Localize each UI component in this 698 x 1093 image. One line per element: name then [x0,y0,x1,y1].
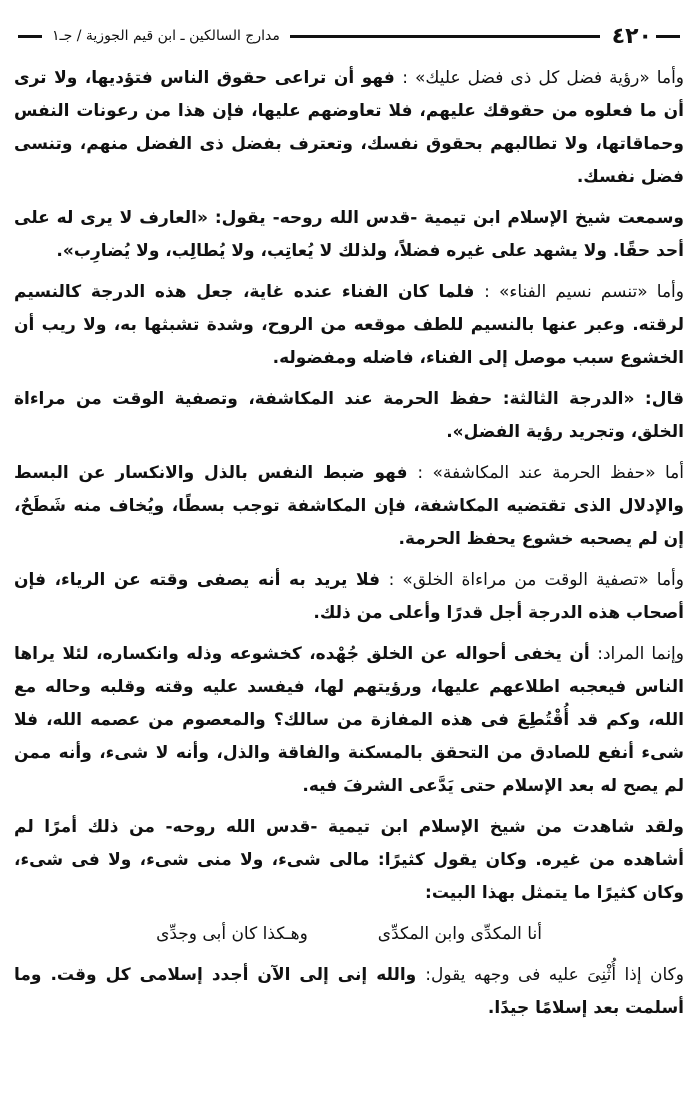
paragraph-text: ولقد شاهدت من شيخ الإسلام ابن تيمية -قدس الله روحه- من ذلك أمرًا لم أشاهده من غيره. وكان يقول كثيرًا: مالى شىء، ولا منى شىء، ولا فى شىء، وكان كثيرًا ما يتمثل بهذا البيت: [14,817,684,903]
poetry-verse [14,918,684,951]
paragraph-text: والله إنى إلى الآن أجدد إسلامى كل وقت. وما أسلمت بعد إسلامًا جيدًا. [14,965,684,1018]
paragraph-text: فهو أن تراعى حقوق الناس فتؤديها، ولا ترى أن ما فعلوه من حقوقك عليهم، فلا تعاوضهم عليها، فإن هذا من رعونات النفس وحماقاتها، ولا تطالبهم بحقوق نفسك، وتعترف بفضل ذى الفضل منهم، وتنسى فضل نفسك. [14,68,684,187]
header-rule-right [656,35,680,38]
paragraph-text: فهو ضبط النفس بالذل والانكسار عن البسط والإدلال الذى تقتضيه المكاشفة، فإن المكاشفة توجب بسطًا، ويُخاف منه شَطَحٌ، إن لم يصحبه خشوع يحفظ الحرمة. [14,463,684,549]
paragraph [14,959,684,1025]
paragraph [14,457,684,556]
header-rule-left [18,35,42,38]
paragraph [14,202,684,268]
running-head [14,16,684,56]
paragraph-text: أن يخفى أحواله عن الخلق جُهْده، كخشوعه وذله وانكساره، لئلا يراها الناس فيعجبه اطلاعهم عليها، ورؤيتهم لها، فيفسد عليه وقته وقلبه وحاله مع الله، وكم قد أُقْتُطِعَ فى هذه المفازة من سالك؟ والمعصوم من عصمه الله، فلا شىء أنفع للصادق من التحقق بالمسكنة والفاقة والذل، وأنه لا شىء، وأنه ممن لم يصح له بعد الإسلام حتى يَدَّعى الشرفَ فيه. [14,644,684,796]
paragraph [14,62,684,194]
paragraph [14,638,684,803]
paragraph [14,276,684,375]
paragraph-lead: وإنما المراد: [597,644,684,664]
paragraph-text: قال: «الدرجة الثالثة: حفظ الحرمة عند المكاشفة، وتصفية الوقت من مراءاة الخلق، وتجريد رؤية الفضل». [14,389,684,442]
book-page [14,16,684,1085]
paragraph [14,564,684,630]
book-title: مدارج السالكين ـ ابن قيم الجوزية / جـ١ [52,28,280,44]
paragraph [14,383,684,449]
paragraph-text: فلا يريد به أنه يصفى وقته عن الرياء، فإن أصحاب هذه الدرجة أجل قدرًا وأعلى من ذلك. [14,570,684,623]
paragraph-lead: وأما «رؤية فضل كل ذى فضل عليك» : [402,68,685,88]
paragraph-lead: وأما «تنسم نسيم الفناء» : [484,282,684,302]
paragraph-lead: وكان إذا أُثْنِىَ عليه فى وجهه يقول: [425,965,684,985]
header-rule [290,35,600,38]
verse-second-hemistich: وهـكذا كان أبى وجدِّى [156,924,308,944]
paragraph-lead: أما «حفظ الحرمة عند المكاشفة» : [417,463,684,483]
body-text [14,62,684,1025]
paragraph-lead: وأما «تصفية الوقت من مراءاة الخلق» : [388,570,684,590]
paragraph [14,811,684,910]
verse-first-hemistich: أنا المكدِّى وابن المكدِّى [377,924,542,944]
paragraph-text: وسمعت شيخ الإسلام ابن تيمية -قدس الله روحه- يقول: «العارف لا يرى له على أحد حقًا. ولا يشهد على غيره فضلاً، ولذلك لا يُعاتِب، ولا يُطالِب، ولا يُضارِب». [14,208,684,261]
page-number: ٤٢٠ [611,23,652,49]
paragraph-text: فلما كان الفناء عنده غاية، جعل هذه الدرجة كالنسيم لرقته. وعبر عنها بالنسيم للطف موقعه من الروح، وشدة تشبثها به، ولا ريب أن الخشوع سبب موصل إلى الفناء، فاضله ومفضوله. [14,282,684,368]
